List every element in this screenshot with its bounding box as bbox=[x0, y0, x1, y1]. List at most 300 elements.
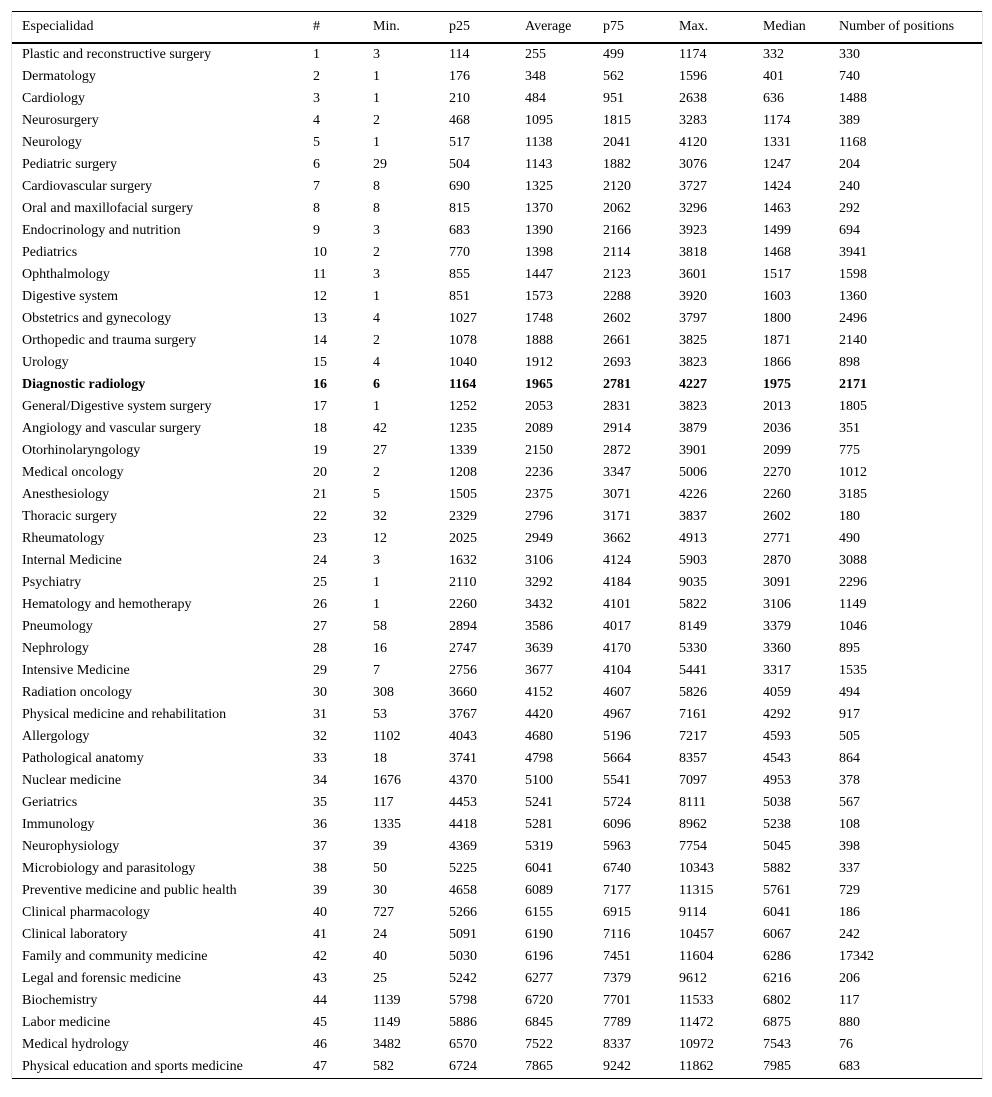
cell-median: 2870 bbox=[763, 553, 791, 568]
cell-median: 4593 bbox=[763, 729, 791, 744]
cell-median: 3106 bbox=[763, 597, 791, 612]
cell-min: 24 bbox=[373, 927, 387, 942]
cell-positions: 2171 bbox=[839, 377, 867, 392]
table-row bbox=[12, 616, 982, 638]
cell-rank: 27 bbox=[313, 619, 327, 634]
cell-p25: 683 bbox=[449, 223, 470, 238]
cell-positions: 1805 bbox=[839, 399, 867, 414]
table-row bbox=[12, 990, 982, 1012]
cell-rank: 1 bbox=[313, 47, 320, 62]
cell-min: 1102 bbox=[373, 729, 401, 744]
cell-min: 1 bbox=[373, 289, 380, 304]
column-header-rank: # bbox=[313, 12, 373, 44]
cell-p75: 2166 bbox=[603, 223, 631, 238]
cell-median: 7543 bbox=[763, 1037, 791, 1052]
cell-p75: 499 bbox=[603, 47, 624, 62]
cell-max: 8111 bbox=[679, 795, 706, 810]
cell-median: 1468 bbox=[763, 245, 791, 260]
cell-rank: 21 bbox=[313, 487, 327, 502]
cell-specialty: Angiology and vascular surgery bbox=[22, 421, 201, 436]
table-row bbox=[12, 242, 982, 264]
table-row bbox=[12, 418, 982, 440]
cell-positions: 206 bbox=[839, 971, 860, 986]
cell-p75: 2602 bbox=[603, 311, 631, 326]
cell-max: 9114 bbox=[679, 905, 707, 920]
cell-max: 3076 bbox=[679, 157, 707, 172]
cell-median: 3379 bbox=[763, 619, 791, 634]
cell-positions: 242 bbox=[839, 927, 860, 942]
cell-rank: 38 bbox=[313, 861, 327, 876]
table-row bbox=[12, 154, 982, 176]
table-row bbox=[12, 1056, 982, 1079]
cell-p75: 7789 bbox=[603, 1015, 631, 1030]
table-row bbox=[12, 352, 982, 374]
cell-median: 4543 bbox=[763, 751, 791, 766]
cell-p75: 562 bbox=[603, 69, 624, 84]
cell-max: 3879 bbox=[679, 421, 707, 436]
cell-min: 7 bbox=[373, 663, 380, 678]
cell-min: 1 bbox=[373, 135, 380, 150]
cell-specialty: Digestive system bbox=[22, 289, 119, 304]
cell-specialty: Pediatric surgery bbox=[22, 157, 117, 172]
cell-median: 5882 bbox=[763, 861, 791, 876]
cell-min: 42 bbox=[373, 421, 387, 436]
cell-rank: 25 bbox=[313, 575, 327, 590]
cell-p25: 690 bbox=[449, 179, 470, 194]
cell-median: 3091 bbox=[763, 575, 791, 590]
cell-rank: 42 bbox=[313, 949, 327, 964]
cell-positions: 1012 bbox=[839, 465, 867, 480]
cell-min: 18 bbox=[373, 751, 387, 766]
table-row bbox=[12, 110, 982, 132]
cell-specialty: Physical medicine and rehabilitation bbox=[22, 707, 227, 722]
cell-min: 3 bbox=[373, 47, 380, 62]
cell-median: 4059 bbox=[763, 685, 791, 700]
cell-p25: 4418 bbox=[449, 817, 477, 832]
table-row bbox=[12, 682, 982, 704]
cell-average: 1390 bbox=[525, 223, 553, 238]
cell-min: 308 bbox=[373, 685, 394, 700]
table-row bbox=[12, 308, 982, 330]
cell-min: 8 bbox=[373, 179, 380, 194]
cell-median: 2036 bbox=[763, 421, 791, 436]
cell-average: 1138 bbox=[525, 135, 553, 150]
cell-rank: 23 bbox=[313, 531, 327, 546]
cell-positions: 898 bbox=[839, 355, 860, 370]
cell-median: 636 bbox=[763, 91, 784, 106]
cell-median: 1499 bbox=[763, 223, 791, 238]
table-row bbox=[12, 748, 982, 770]
cell-min: 2 bbox=[373, 113, 380, 128]
cell-median: 5045 bbox=[763, 839, 791, 854]
cell-average: 2089 bbox=[525, 421, 553, 436]
cell-p25: 1208 bbox=[449, 465, 477, 480]
cell-average: 5281 bbox=[525, 817, 553, 832]
cell-rank: 13 bbox=[313, 311, 327, 326]
cell-average: 1912 bbox=[525, 355, 553, 370]
cell-p75: 6915 bbox=[603, 905, 631, 920]
cell-median: 1247 bbox=[763, 157, 791, 172]
cell-median: 4292 bbox=[763, 707, 791, 722]
cell-p75: 5541 bbox=[603, 773, 631, 788]
cell-min: 50 bbox=[373, 861, 387, 876]
cell-p25: 1235 bbox=[449, 421, 477, 436]
cell-positions: 895 bbox=[839, 641, 860, 656]
cell-average: 6277 bbox=[525, 971, 553, 986]
cell-specialty: Diagnostic radiology bbox=[22, 377, 146, 392]
table-row bbox=[12, 43, 982, 66]
cell-specialty: Medical oncology bbox=[22, 465, 124, 480]
cell-p75: 6096 bbox=[603, 817, 631, 832]
table-row bbox=[12, 462, 982, 484]
cell-positions: 775 bbox=[839, 443, 860, 458]
cell-average: 2375 bbox=[525, 487, 553, 502]
cell-positions: 917 bbox=[839, 707, 860, 722]
table-row bbox=[12, 770, 982, 792]
cell-average: 7865 bbox=[525, 1059, 553, 1074]
cell-average: 1143 bbox=[525, 157, 553, 172]
cell-max: 3837 bbox=[679, 509, 707, 524]
cell-max: 3823 bbox=[679, 355, 707, 370]
cell-min: 39 bbox=[373, 839, 387, 854]
cell-specialty: Oral and maxillofacial surgery bbox=[22, 201, 194, 216]
cell-specialty: Medical hydrology bbox=[22, 1037, 129, 1052]
cell-p25: 1505 bbox=[449, 487, 477, 502]
cell-p25: 3660 bbox=[449, 685, 477, 700]
cell-rank: 39 bbox=[313, 883, 327, 898]
cell-positions: 567 bbox=[839, 795, 860, 810]
cell-max: 3296 bbox=[679, 201, 707, 216]
cell-p25: 5225 bbox=[449, 861, 477, 876]
cell-specialty: Cardiology bbox=[22, 91, 85, 106]
cell-rank: 30 bbox=[313, 685, 327, 700]
cell-min: 3 bbox=[373, 553, 380, 568]
cell-rank: 11 bbox=[313, 267, 327, 282]
cell-rank: 3 bbox=[313, 91, 320, 106]
cell-min: 2 bbox=[373, 245, 380, 260]
cell-rank: 34 bbox=[313, 773, 327, 788]
cell-rank: 20 bbox=[313, 465, 327, 480]
cell-p25: 1027 bbox=[449, 311, 477, 326]
cell-p25: 176 bbox=[449, 69, 470, 84]
cell-max: 3825 bbox=[679, 333, 707, 348]
cell-min: 1149 bbox=[373, 1015, 401, 1030]
cell-min: 117 bbox=[373, 795, 394, 810]
cell-rank: 4 bbox=[313, 113, 320, 128]
cell-median: 1603 bbox=[763, 289, 791, 304]
cell-average: 6845 bbox=[525, 1015, 553, 1030]
table-row bbox=[12, 814, 982, 836]
cell-min: 1 bbox=[373, 69, 380, 84]
cell-median: 6286 bbox=[763, 949, 791, 964]
cell-max: 5441 bbox=[679, 663, 707, 678]
cell-specialty: Neurology bbox=[22, 135, 82, 150]
cell-median: 1331 bbox=[763, 135, 791, 150]
table-row bbox=[12, 902, 982, 924]
cell-specialty: Plastic and reconstructive surgery bbox=[22, 47, 212, 62]
cell-rank: 40 bbox=[313, 905, 327, 920]
cell-rank: 37 bbox=[313, 839, 327, 854]
cell-max: 11862 bbox=[679, 1059, 714, 1074]
cell-average: 6155 bbox=[525, 905, 553, 920]
cell-rank: 28 bbox=[313, 641, 327, 656]
cell-p25: 2747 bbox=[449, 641, 477, 656]
cell-rank: 31 bbox=[313, 707, 327, 722]
cell-min: 6 bbox=[373, 377, 380, 392]
cell-specialty: Otorhinolaryngology bbox=[22, 443, 141, 458]
cell-median: 7985 bbox=[763, 1059, 791, 1074]
cell-min: 582 bbox=[373, 1059, 394, 1074]
cell-max: 3797 bbox=[679, 311, 707, 326]
cell-specialty: Anesthesiology bbox=[22, 487, 110, 502]
cell-p25: 3741 bbox=[449, 751, 477, 766]
cell-average: 3586 bbox=[525, 619, 553, 634]
cell-median: 1866 bbox=[763, 355, 791, 370]
cell-p75: 8337 bbox=[603, 1037, 631, 1052]
cell-positions: 1535 bbox=[839, 663, 867, 678]
cell-max: 8962 bbox=[679, 817, 707, 832]
cell-specialty: Microbiology and parasitology bbox=[22, 861, 196, 876]
cell-specialty: Neurophysiology bbox=[22, 839, 120, 854]
cell-p25: 2025 bbox=[449, 531, 477, 546]
cell-average: 1095 bbox=[525, 113, 553, 128]
cell-average: 4680 bbox=[525, 729, 553, 744]
cell-p25: 5091 bbox=[449, 927, 477, 942]
cell-max: 3920 bbox=[679, 289, 707, 304]
cell-positions: 389 bbox=[839, 113, 860, 128]
cell-average: 4798 bbox=[525, 751, 553, 766]
cell-rank: 47 bbox=[313, 1059, 327, 1074]
cell-median: 1424 bbox=[763, 179, 791, 194]
cell-p25: 5266 bbox=[449, 905, 477, 920]
cell-min: 27 bbox=[373, 443, 387, 458]
cell-positions: 494 bbox=[839, 685, 860, 700]
cell-rank: 18 bbox=[313, 421, 327, 436]
cell-specialty: Internal Medicine bbox=[22, 553, 122, 568]
cell-min: 12 bbox=[373, 531, 387, 546]
cell-min: 1139 bbox=[373, 993, 401, 1008]
cell-average: 1325 bbox=[525, 179, 553, 194]
cell-max: 3901 bbox=[679, 443, 707, 458]
cell-rank: 26 bbox=[313, 597, 327, 612]
cell-rank: 8 bbox=[313, 201, 320, 216]
cell-positions: 351 bbox=[839, 421, 860, 436]
cell-p25: 5242 bbox=[449, 971, 477, 986]
cell-p25: 1339 bbox=[449, 443, 477, 458]
cell-max: 7097 bbox=[679, 773, 707, 788]
cell-p75: 7177 bbox=[603, 883, 631, 898]
table-row bbox=[12, 264, 982, 286]
cell-p75: 2288 bbox=[603, 289, 631, 304]
cell-p75: 7451 bbox=[603, 949, 631, 964]
cell-positions: 108 bbox=[839, 817, 860, 832]
cell-max: 3823 bbox=[679, 399, 707, 414]
cell-rank: 43 bbox=[313, 971, 327, 986]
cell-average: 348 bbox=[525, 69, 546, 84]
cell-specialty: Urology bbox=[22, 355, 69, 370]
cell-specialty: Endocrinology and nutrition bbox=[22, 223, 181, 238]
cell-rank: 14 bbox=[313, 333, 327, 348]
cell-p25: 2894 bbox=[449, 619, 477, 634]
cell-positions: 292 bbox=[839, 201, 860, 216]
salary-table-container bbox=[11, 11, 983, 1079]
cell-p75: 4184 bbox=[603, 575, 631, 590]
cell-p75: 1882 bbox=[603, 157, 631, 172]
cell-p75: 2831 bbox=[603, 399, 631, 414]
cell-specialty: Ophthalmology bbox=[22, 267, 110, 282]
cell-median: 1463 bbox=[763, 201, 791, 216]
cell-median: 5238 bbox=[763, 817, 791, 832]
cell-min: 1 bbox=[373, 91, 380, 106]
cell-p25: 4369 bbox=[449, 839, 477, 854]
cell-p75: 3071 bbox=[603, 487, 631, 502]
table-row bbox=[12, 946, 982, 968]
cell-median: 2260 bbox=[763, 487, 791, 502]
cell-min: 1676 bbox=[373, 773, 401, 788]
cell-max: 3283 bbox=[679, 113, 707, 128]
table-header-row bbox=[12, 12, 982, 44]
table-row bbox=[12, 660, 982, 682]
cell-rank: 46 bbox=[313, 1037, 327, 1052]
cell-average: 5319 bbox=[525, 839, 553, 854]
cell-median: 2602 bbox=[763, 509, 791, 524]
cell-positions: 1488 bbox=[839, 91, 867, 106]
cell-min: 5 bbox=[373, 487, 380, 502]
cell-median: 332 bbox=[763, 47, 784, 62]
cell-specialty: Pneumology bbox=[22, 619, 93, 634]
cell-min: 29 bbox=[373, 157, 387, 172]
cell-positions: 180 bbox=[839, 509, 860, 524]
cell-p25: 210 bbox=[449, 91, 470, 106]
cell-rank: 19 bbox=[313, 443, 327, 458]
column-header-median: Median bbox=[763, 12, 839, 44]
cell-positions: 1149 bbox=[839, 597, 867, 612]
cell-p75: 7701 bbox=[603, 993, 631, 1008]
table-row bbox=[12, 836, 982, 858]
cell-rank: 16 bbox=[313, 377, 327, 392]
cell-min: 40 bbox=[373, 949, 387, 964]
cell-max: 5903 bbox=[679, 553, 707, 568]
cell-p25: 4658 bbox=[449, 883, 477, 898]
cell-max: 3601 bbox=[679, 267, 707, 282]
cell-rank: 7 bbox=[313, 179, 320, 194]
cell-min: 16 bbox=[373, 641, 387, 656]
table-row bbox=[12, 550, 982, 572]
cell-median: 1871 bbox=[763, 333, 791, 348]
cell-specialty: Geriatrics bbox=[22, 795, 78, 810]
cell-average: 484 bbox=[525, 91, 546, 106]
cell-min: 25 bbox=[373, 971, 387, 986]
cell-p25: 468 bbox=[449, 113, 470, 128]
cell-specialty: Allergology bbox=[22, 729, 90, 744]
cell-specialty: Rheumatology bbox=[22, 531, 105, 546]
table-row bbox=[12, 792, 982, 814]
cell-p75: 3171 bbox=[603, 509, 631, 524]
cell-median: 1975 bbox=[763, 377, 791, 392]
cell-p25: 6724 bbox=[449, 1059, 477, 1074]
cell-median: 2270 bbox=[763, 465, 791, 480]
cell-positions: 505 bbox=[839, 729, 860, 744]
table-row bbox=[12, 396, 982, 418]
cell-positions: 3941 bbox=[839, 245, 867, 260]
table-row bbox=[12, 924, 982, 946]
table-row bbox=[12, 858, 982, 880]
cell-rank: 36 bbox=[313, 817, 327, 832]
cell-rank: 33 bbox=[313, 751, 327, 766]
cell-average: 6196 bbox=[525, 949, 553, 964]
cell-p25: 517 bbox=[449, 135, 470, 150]
cell-min: 30 bbox=[373, 883, 387, 898]
cell-rank: 2 bbox=[313, 69, 320, 84]
cell-positions: 378 bbox=[839, 773, 860, 788]
cell-average: 3106 bbox=[525, 553, 553, 568]
table-row bbox=[12, 440, 982, 462]
cell-average: 7522 bbox=[525, 1037, 553, 1052]
cell-max: 3923 bbox=[679, 223, 707, 238]
cell-p75: 3347 bbox=[603, 465, 631, 480]
cell-positions: 1046 bbox=[839, 619, 867, 634]
cell-max: 5822 bbox=[679, 597, 707, 612]
cell-p75: 7116 bbox=[603, 927, 631, 942]
cell-p25: 2110 bbox=[449, 575, 477, 590]
cell-max: 11472 bbox=[679, 1015, 714, 1030]
cell-specialty: Thoracic surgery bbox=[22, 509, 117, 524]
column-header-p25: p25 bbox=[449, 12, 525, 44]
cell-p75: 6740 bbox=[603, 861, 631, 876]
cell-max: 10972 bbox=[679, 1037, 714, 1052]
cell-median: 4953 bbox=[763, 773, 791, 788]
cell-average: 5100 bbox=[525, 773, 553, 788]
cell-median: 6041 bbox=[763, 905, 791, 920]
cell-p75: 4170 bbox=[603, 641, 631, 656]
cell-min: 4 bbox=[373, 311, 380, 326]
cell-specialty: Preventive medicine and public health bbox=[22, 883, 237, 898]
cell-max: 4913 bbox=[679, 531, 707, 546]
cell-min: 3 bbox=[373, 267, 380, 282]
cell-p75: 4017 bbox=[603, 619, 631, 634]
table-row bbox=[12, 968, 982, 990]
cell-positions: 3185 bbox=[839, 487, 867, 502]
cell-max: 4226 bbox=[679, 487, 707, 502]
cell-average: 1965 bbox=[525, 377, 553, 392]
cell-min: 727 bbox=[373, 905, 394, 920]
cell-positions: 864 bbox=[839, 751, 860, 766]
cell-p25: 815 bbox=[449, 201, 470, 216]
cell-specialty: Labor medicine bbox=[22, 1015, 111, 1030]
cell-median: 1800 bbox=[763, 311, 791, 326]
column-header-average: Average bbox=[525, 12, 603, 44]
cell-p25: 1078 bbox=[449, 333, 477, 348]
cell-positions: 729 bbox=[839, 883, 860, 898]
cell-specialty: Orthopedic and trauma surgery bbox=[22, 333, 197, 348]
cell-p25: 3767 bbox=[449, 707, 477, 722]
table-row bbox=[12, 506, 982, 528]
cell-max: 8149 bbox=[679, 619, 707, 634]
cell-max: 10457 bbox=[679, 927, 714, 942]
cell-specialty: Physical education and sports medicine bbox=[22, 1059, 243, 1074]
cell-rank: 10 bbox=[313, 245, 327, 260]
cell-p75: 2062 bbox=[603, 201, 631, 216]
cell-p25: 4043 bbox=[449, 729, 477, 744]
cell-rank: 12 bbox=[313, 289, 327, 304]
cell-rank: 45 bbox=[313, 1015, 327, 1030]
cell-p25: 1252 bbox=[449, 399, 477, 414]
cell-p25: 1632 bbox=[449, 553, 477, 568]
column-header-positions: Number of positions bbox=[839, 12, 982, 44]
cell-p75: 4967 bbox=[603, 707, 631, 722]
cell-median: 6875 bbox=[763, 1015, 791, 1030]
cell-p75: 5664 bbox=[603, 751, 631, 766]
